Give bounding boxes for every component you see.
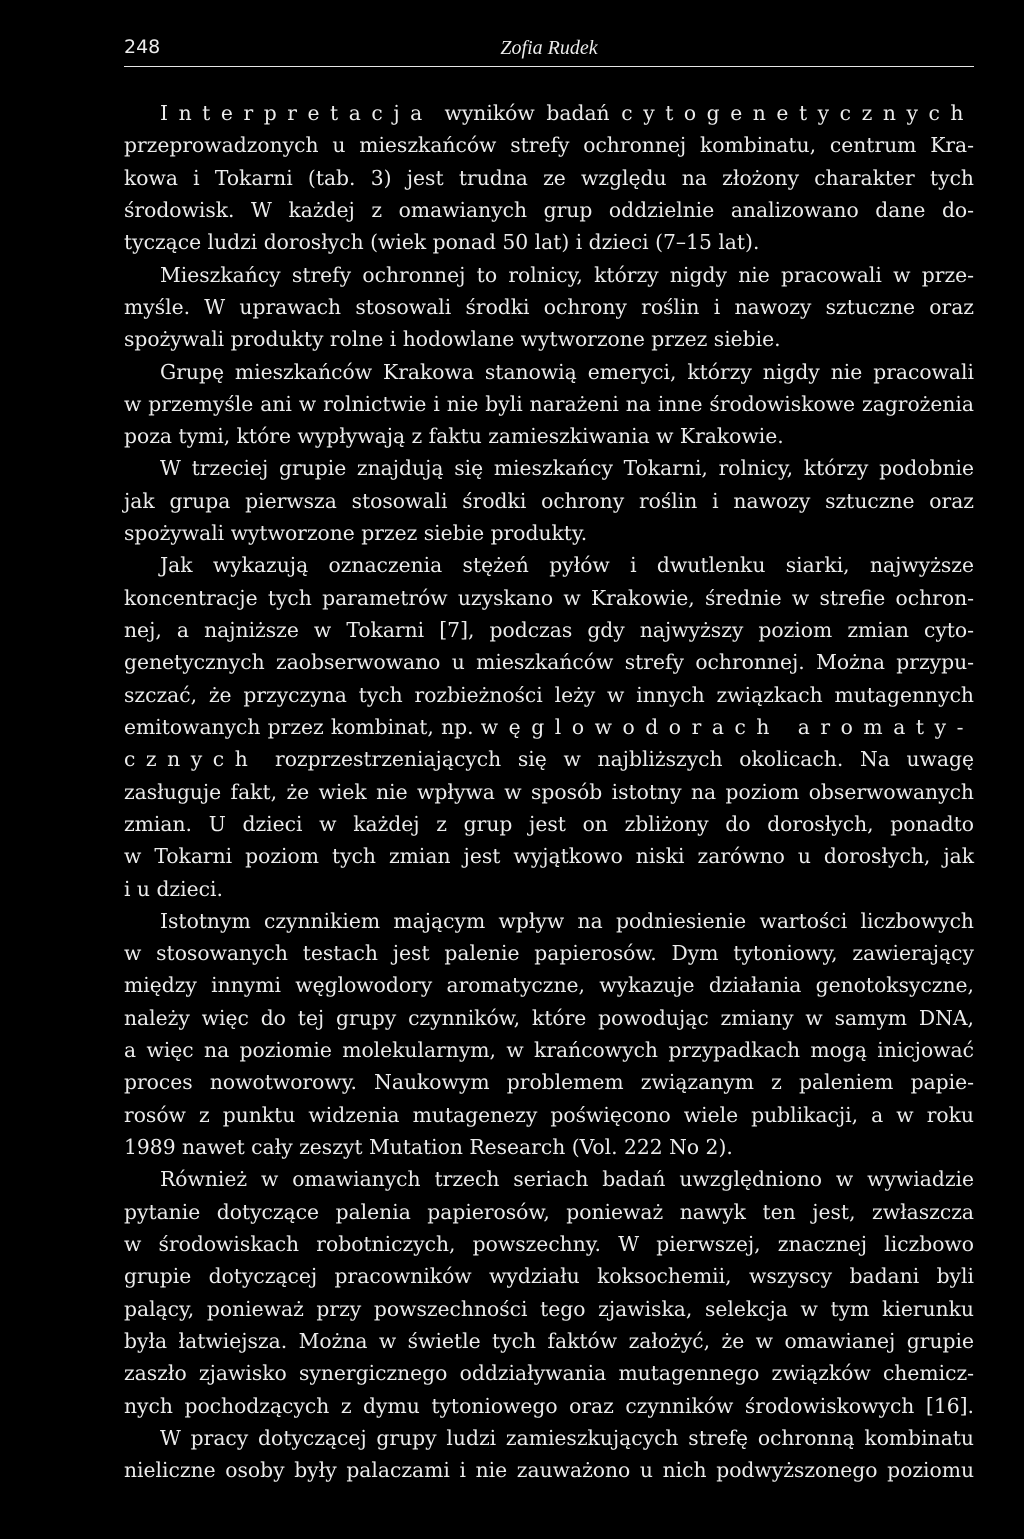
text-line [124, 679, 974, 711]
running-head: Zofia Rudek [500, 37, 598, 59]
page-number: 248 [124, 36, 161, 58]
text-line [124, 776, 974, 808]
text-line [124, 614, 974, 646]
line-text: tyczące ludzi dorosłych (wiek ponad 50 lat) i dzieci (7–15 lat). [124, 230, 760, 255]
line-text: poza tymi, które wypływają z faktu zamieszkiwania w Krakowie. [124, 424, 784, 449]
text-line [124, 1325, 974, 1357]
page-header [124, 36, 974, 67]
line-text: rosów z punktu widzenia mutagenezy poświęcono wiele publikacji, a w roku [124, 1102, 974, 1127]
line-text: Jak wykazują oznaczenia stężeń pyłów i dwutlenku siarki, najwyższe [160, 553, 974, 578]
text-line [124, 356, 974, 388]
line-text: i u dzieci. [124, 876, 223, 901]
text-line [124, 711, 974, 743]
line-text: w środowiskach robotniczych, powszechny. W pierwszej, znacznej liczbowo [124, 1231, 974, 1256]
line-text: nej, a najniższe w Tokarni [7], podczas gdy najwyższy poziom zmian cyto- [124, 618, 974, 642]
text-line [124, 1228, 974, 1260]
line-text: Istotnym czynnikiem mającym wpływ na podniesienie wartości liczbowych [160, 908, 974, 933]
line-text: w stosowanych testach jest palenie papierosów. Dym tytoniowy, zawierający [124, 941, 974, 966]
text-line [124, 1066, 974, 1098]
line-text: emitowanych przez kombinat, np. [124, 714, 481, 739]
line-text: pytanie dotyczące palenia papierosów, ponieważ nawyk ten jest, zwłaszcza [124, 1199, 974, 1224]
text-line [124, 1357, 974, 1389]
line-text: a więc na poziomie molekularnym, w krańcowych przypadkach mogą inicjować [124, 1038, 974, 1063]
text-line [124, 937, 974, 969]
line-text: rozprzestrzeniających się w najbliższych okolicach. Na uwagę [258, 747, 974, 772]
line-text: zmian. U dzieci w każdej z grup jest on zbliżony do dorosłych, ponadto [124, 811, 974, 836]
line-text: spożywali wytworzone przez siebie produkty. [124, 521, 588, 546]
line-text: szczać, że przyczyna tych rozbieżności leży w innych związkach mutagennych [124, 682, 974, 707]
text-line [124, 259, 974, 291]
line-text: należy więc do tej grupy czynników, które powodując zmiany w samym DNA, [124, 1005, 974, 1030]
line-text: w Tokarni poziom tych zmian jest wyjątkowo niski zarówno u dorosłych, jak [124, 844, 974, 869]
text-line [124, 1196, 974, 1228]
line-text: 1989 nawet cały zeszyt Mutation Research (Vol. 222 No 2). [124, 1135, 733, 1159]
text-line [124, 97, 974, 129]
line-text: proces nowotworowy. Naukowym problemem związanym z paleniem papie- [124, 1070, 974, 1095]
line-text: spożywali produkty rolne i hodowlane wytworzone przez siebie. [124, 327, 781, 352]
spaced-emphasis: cytogenetycznych [621, 101, 974, 125]
text-line [124, 291, 974, 323]
line-text: środowisk. W każdej z omawianych grup oddzielnie analizowano dane do- [124, 197, 974, 222]
text-line [124, 129, 974, 161]
text-line [124, 226, 974, 258]
line-text: przeprowadzonych u mieszkańców strefy ochronnej kombinatu, centrum Kra- [124, 133, 974, 158]
text-line [124, 1163, 974, 1195]
line-text: W pracy dotyczącej grupy ludzi zamieszkujących strefę ochronną kombinatu [160, 1425, 974, 1450]
text-line [124, 517, 974, 549]
line-text: wyników badań [432, 101, 622, 125]
text-line [124, 646, 974, 678]
line-text: W trzeciej grupie znajdują się mieszkańcy Tokarni, rolnicy, którzy podobnie [160, 456, 974, 481]
text-line [124, 162, 974, 194]
text-line [124, 420, 974, 452]
line-text: Grupę mieszkańców Krakowa stanowią emeryci, którzy nigdy nie pracowali [160, 359, 974, 384]
line-text: między innymi węglowodory aromatyczne, wykazuje działania genotoksyczne, [124, 973, 974, 998]
text-line [124, 485, 974, 517]
text-line [124, 452, 974, 484]
text-line [124, 905, 974, 937]
line-text: w przemyśle ani w rolnictwie i nie byli narażeni na inne środowiskowe zagrożenia [124, 391, 974, 416]
text-line [124, 388, 974, 420]
text-line [124, 840, 974, 872]
line-text: była łatwiejsza. Można w świetle tych faktów założyć, że w omawianej grupie [124, 1328, 974, 1353]
text-line [124, 873, 974, 905]
line-text: palący, ponieważ przy powszechności tego zjawiska, selekcja w tym kierunku [124, 1296, 974, 1321]
text-line [124, 1099, 974, 1131]
spaced-emphasis: węglowodorach aromaty- [480, 714, 974, 739]
text-line [124, 808, 974, 840]
line-text: jak grupa pierwsza stosowali środki ochrony roślin i nawozy sztuczne oraz [124, 488, 974, 513]
text-line [124, 1131, 974, 1163]
body-text [124, 97, 974, 1486]
line-text: Mieszkańcy strefy ochronnej to rolnicy, którzy nigdy nie pracowali w prze- [160, 262, 974, 287]
line-text: grupie dotyczącej pracowników wydziału koksochemii, wszyscy badani byli [124, 1264, 974, 1289]
spaced-emphasis: Interpretacja [160, 101, 433, 125]
text-line [124, 1260, 974, 1292]
text-line [124, 1454, 974, 1486]
text-line [124, 1422, 974, 1454]
spaced-emphasis: cznych [124, 747, 259, 772]
text-line [124, 1002, 974, 1034]
line-text: Również w omawianych trzech seriach badań uwzględniono w wywiadzie [160, 1167, 974, 1192]
text-line [124, 1034, 974, 1066]
text-line [124, 323, 974, 355]
line-text: kowa i Tokarni (tab. 3) jest trudna ze względu na złożony charakter tych [124, 165, 974, 190]
line-text: zaszło zjawisko synergicznego oddziaływania mutagennego związków chemicz- [124, 1361, 974, 1386]
text-line [124, 969, 974, 1001]
text-line [124, 194, 974, 226]
text-line [124, 582, 974, 614]
line-text: myśle. W uprawach stosowali środki ochrony roślin i nawozy sztuczne oraz [124, 294, 974, 319]
line-text: koncentracje tych parametrów uzyskano w Krakowie, średnie w strefie ochron- [124, 585, 974, 610]
text-line [124, 1293, 974, 1325]
text-line [124, 743, 974, 775]
line-text: zasługuje fakt, że wiek nie wpływa w sposób istotny na poziom obserwowanych [124, 779, 974, 804]
line-text: nieliczne osoby były palaczami i nie zauważono u nich podwyższonego poziomu [124, 1458, 974, 1483]
text-line [124, 549, 974, 581]
text-line [124, 1390, 974, 1422]
line-text: genetycznych zaobserwowano u mieszkańców strefy ochronnej. Można przypu- [124, 650, 974, 675]
line-text: nych pochodzących z dymu tytoniowego oraz czynników środowiskowych [16]. [124, 1393, 974, 1418]
